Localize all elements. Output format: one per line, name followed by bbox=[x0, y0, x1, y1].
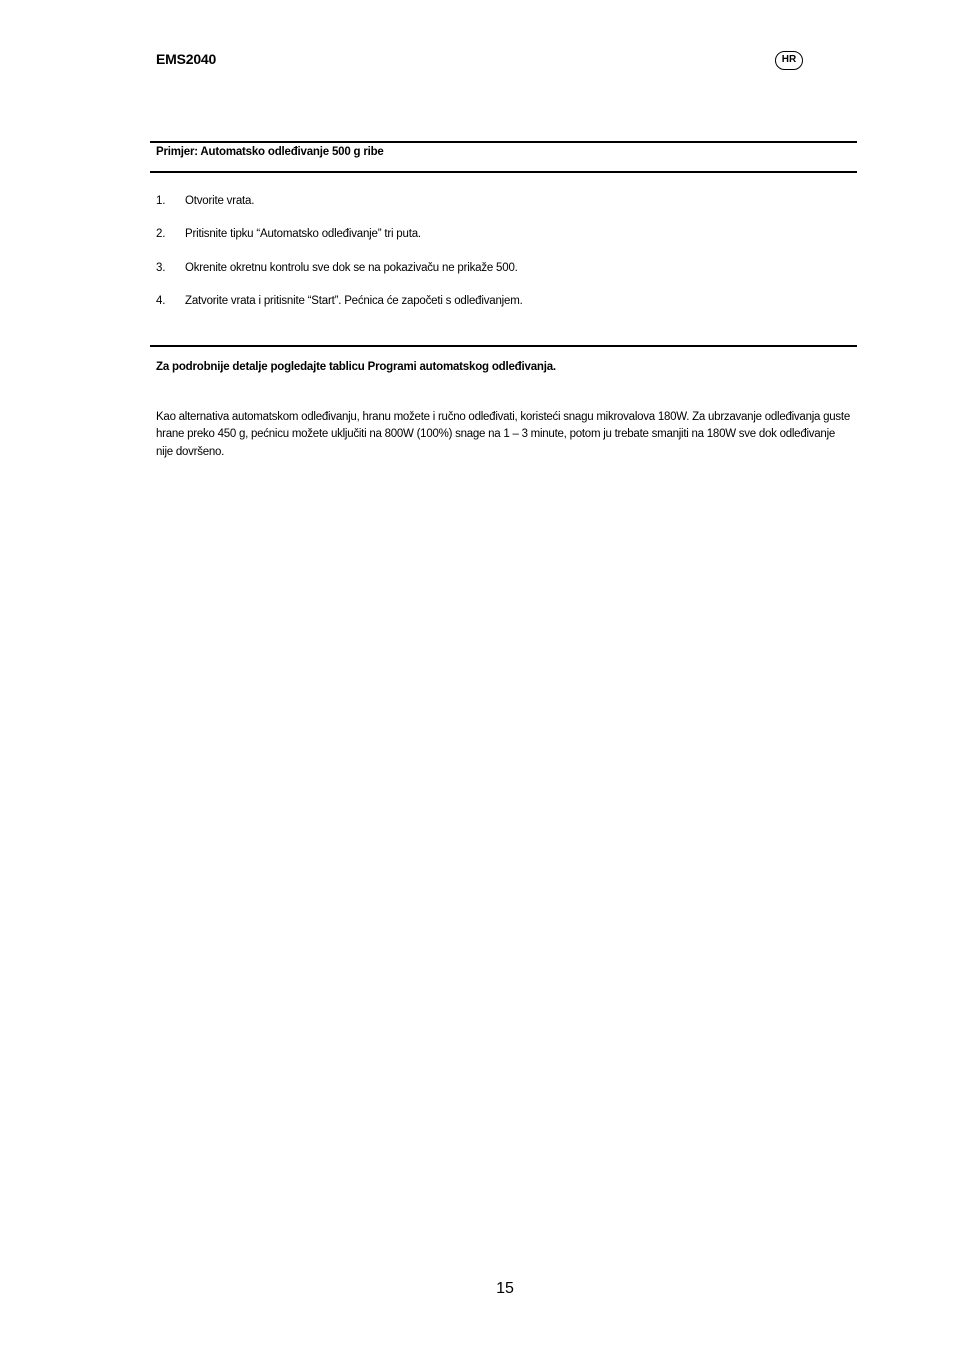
manual-defrost-paragraph: Kao alternativa automatskom odleđivanju, hranu možete i ručno odleđivati, koristeći snagu mikrovalova 180W. Za ubrzavanje odleđivanja guste hrane preko 450 g, pećnicu možete uključiti na 800W (100%) snage na 1 – 3 minute, potom ju trebate smanjiti na 180W sve dok odleđivanje nije dovršeno. bbox=[156, 411, 850, 458]
section-bottom-rule bbox=[150, 345, 857, 347]
step-text: Otvorite vrata. bbox=[185, 195, 255, 207]
steps-list bbox=[156, 195, 846, 328]
step-number: 1. bbox=[156, 195, 166, 207]
section-title-rule bbox=[150, 171, 857, 173]
step-number: 2. bbox=[156, 228, 166, 241]
step-text: Pritisnite tipku “Automatsko odleđivanje” tri puta. bbox=[185, 228, 421, 241]
step-item bbox=[156, 262, 846, 295]
step-number: 3. bbox=[156, 261, 166, 274]
page-number: 15 bbox=[496, 1280, 514, 1297]
model-name: EMS2040 bbox=[156, 51, 217, 67]
step-item bbox=[156, 195, 846, 228]
step-item bbox=[156, 295, 846, 328]
step-item bbox=[156, 228, 846, 261]
table-reference-note: Za podrobnije detalje pogledajte tablicu Programi automatskog odleđivanja. bbox=[156, 361, 556, 373]
step-text: Okrenite okretnu kontrolu sve dok se na pokazivaču ne prikaže 500. bbox=[185, 261, 518, 274]
example-title: Primjer: Automatsko odleđivanje 500 g ribe bbox=[156, 146, 384, 158]
step-text: Zatvorite vrata i pritisnite “Start”. Pećnica će započeti s odleđivanjem. bbox=[185, 294, 523, 307]
step-number: 4. bbox=[156, 294, 166, 307]
section-top-rule bbox=[150, 141, 857, 143]
language-badge: HR bbox=[775, 51, 803, 70]
